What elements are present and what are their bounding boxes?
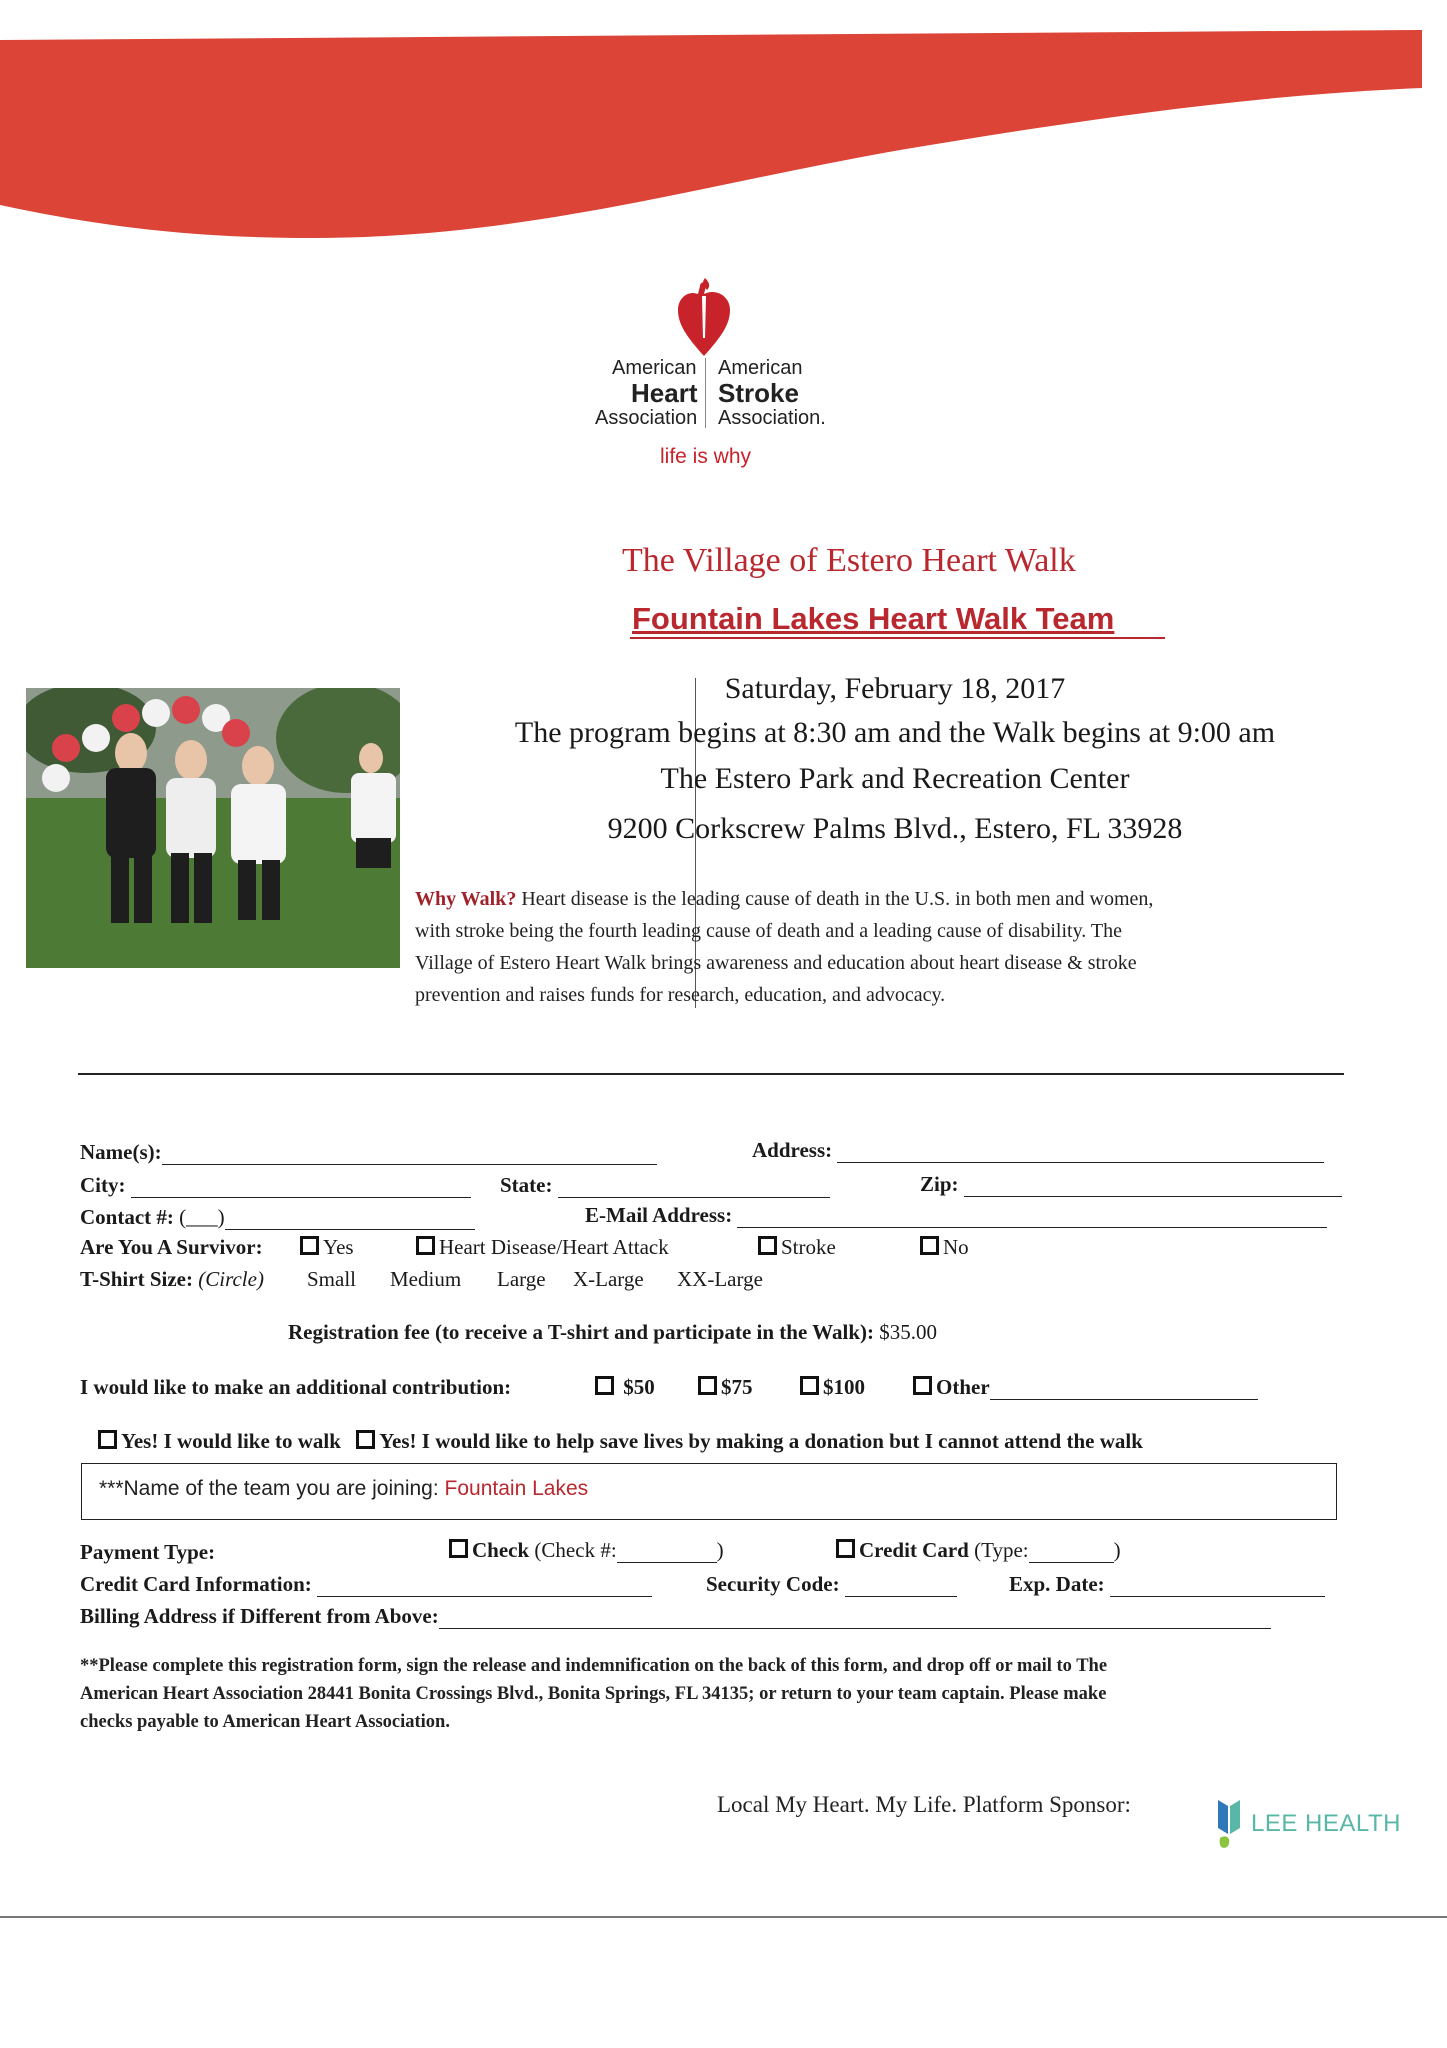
team-name-value: Fountain Lakes (444, 1477, 589, 1500)
heart-torch-icon (676, 276, 732, 360)
team-title-underline (630, 637, 1165, 639)
team-name-text (99, 1477, 588, 1501)
form-row-city (80, 1173, 471, 1198)
tshirt-label: T-Shirt Size: (80, 1267, 193, 1291)
address-label: Address: (752, 1138, 833, 1162)
form-row-survivor (80, 1235, 1280, 1260)
exp-label: Exp. Date: (1009, 1572, 1105, 1596)
team-name-box (81, 1463, 1337, 1520)
card-type-field[interactable] (1029, 1542, 1114, 1563)
tshirt-small[interactable]: Small (307, 1267, 357, 1291)
note-line-3: checks payable to American Heart Association. (80, 1712, 450, 1732)
email-label: E-Mail Address: (585, 1203, 733, 1227)
payment-check-option[interactable] (449, 1538, 724, 1563)
why-walk-line-4: prevention and raises funds for research, education, and advocacy. (415, 984, 946, 1006)
contribution-50[interactable] (595, 1375, 655, 1400)
note-line-1: **Please complete this registration form, sign the release and indemnification on the back of this form, and drop off or mail to The (80, 1656, 1108, 1676)
form-row-attendance (98, 1429, 1358, 1454)
survivor-no-checkbox[interactable] (920, 1236, 939, 1255)
survivor-yes-checkbox[interactable] (300, 1236, 319, 1255)
team-title: Fountain Lakes Heart Walk Team (632, 601, 1115, 636)
contribution-label: I would like to make an additional contribution: (80, 1375, 512, 1399)
zip-label: Zip: (920, 1172, 959, 1196)
check-number-field[interactable] (617, 1542, 717, 1563)
logo-stroke-word3: Association. (718, 407, 826, 429)
logo-heart-word3: Association (595, 407, 698, 429)
state-label: State: (500, 1173, 553, 1197)
team-name-prefix: ***Name of the team you are joining: (99, 1477, 445, 1500)
survivor-no[interactable] (920, 1235, 969, 1260)
survivor-label: Are You A Survivor: (80, 1235, 263, 1259)
survivor-no-text: No (943, 1235, 969, 1259)
payment-credit-checkbox[interactable] (836, 1539, 855, 1558)
survivor-heart-text: Heart Disease/Heart Attack (439, 1235, 669, 1259)
section-separator (78, 1073, 1344, 1075)
walk-checkbox[interactable] (98, 1430, 117, 1449)
zip-field[interactable] (964, 1176, 1342, 1197)
walk-option[interactable] (98, 1429, 341, 1453)
cc-info-label: Credit Card Information: (80, 1572, 312, 1596)
security-label: Security Code: (706, 1572, 840, 1596)
tshirt-hint: (Circle) (198, 1267, 264, 1291)
event-date: Saturday, February 18, 2017 (724, 672, 1066, 705)
survivor-yes-text: Yes (323, 1235, 354, 1259)
contribution-100[interactable] (800, 1375, 865, 1400)
bottom-rule (0, 1916, 1447, 1918)
donate-option[interactable] (356, 1429, 1143, 1453)
names-label: Name(s): (80, 1140, 162, 1164)
payment-credit-text: Credit Card (859, 1538, 969, 1562)
form-row-state (500, 1173, 830, 1198)
survivor-yes[interactable] (300, 1235, 354, 1260)
note-line-2: American Heart Association 28441 Bonita Crossings Blvd., Bonita Springs, FL 34135; or return to your team captain. Please make (80, 1684, 1107, 1704)
sponsor-name: LEE HEALTH (1251, 1810, 1401, 1837)
exp-date (1009, 1572, 1325, 1597)
security-field[interactable] (845, 1576, 957, 1597)
survivor-stroke[interactable] (758, 1235, 836, 1260)
contribution-75[interactable] (698, 1375, 753, 1400)
event-address: 9200 Corkscrew Palms Blvd., Estero, FL 33928 (607, 812, 1183, 845)
payment-check-checkbox[interactable] (449, 1539, 468, 1558)
security-code (706, 1572, 957, 1597)
city-field[interactable] (131, 1177, 471, 1198)
contribution-100-text: $100 (823, 1375, 865, 1399)
logo-heart-word1: American (612, 357, 697, 379)
contribution-75-checkbox[interactable] (698, 1376, 717, 1395)
form-row-payment (80, 1540, 1380, 1565)
donate-checkbox[interactable] (356, 1430, 375, 1449)
survivor-heart-checkbox[interactable] (416, 1236, 435, 1255)
tshirt-xlarge[interactable]: X-Large (573, 1267, 644, 1291)
logo-stroke-word1: American (718, 357, 803, 379)
payment-check-text: Check (472, 1538, 530, 1562)
contact-label: Contact #: (80, 1205, 174, 1229)
form-row-name (80, 1140, 657, 1165)
payment-label: Payment Type: (80, 1540, 216, 1564)
form-row-email (585, 1203, 1327, 1228)
registration-fee (288, 1320, 937, 1345)
survivor-stroke-text: Stroke (781, 1235, 836, 1259)
exp-field[interactable] (1110, 1576, 1325, 1597)
instructions-note (80, 1652, 1380, 1736)
contribution-other-text: Other (936, 1375, 990, 1399)
tshirt-medium[interactable]: Medium (390, 1267, 462, 1291)
why-walk-line-3: Village of Estero Heart Walk brings awareness and education about heart disease & stroke (415, 952, 1137, 974)
tshirt-xxlarge[interactable]: XX-Large (677, 1267, 763, 1291)
event-venue: The Estero Park and Recreation Center (660, 762, 1130, 795)
why-walk-paragraph (415, 883, 1405, 1011)
contact-area-code: (___) (179, 1205, 225, 1229)
state-field[interactable] (558, 1177, 830, 1198)
logo-heart-word2: Heart (631, 378, 698, 408)
tshirt-large[interactable]: Large (497, 1267, 546, 1291)
sponsor-text: Local My Heart. My Life. Platform Sponsor: (717, 1792, 1131, 1817)
form-row-zip (920, 1172, 1342, 1197)
why-walk-text-1: Heart disease is the leading cause of death in the U.S. in both men and women, (516, 888, 1154, 910)
payment-check-hint: (Check #: (534, 1538, 617, 1562)
walkers-photo (26, 688, 400, 968)
logo-divider (705, 358, 706, 428)
survivor-heart[interactable] (416, 1235, 669, 1260)
walk-text: Yes! I would like to walk (121, 1429, 341, 1453)
form-row-contribution (80, 1375, 1280, 1400)
event-times: The program begins at 8:30 am and the Walk begins at 9:00 am (514, 716, 1276, 749)
contact-field[interactable] (225, 1209, 475, 1230)
logo-tagline: life is why (660, 445, 752, 468)
event-title: The Village of Estero Heart Walk (622, 542, 1076, 579)
address-field[interactable] (837, 1142, 1324, 1163)
form-row-credit-card (80, 1572, 1380, 1597)
why-walk-line-1 (415, 883, 1405, 915)
city-label: City: (80, 1173, 126, 1197)
why-walk-label: Why Walk? (415, 888, 517, 910)
form-row-contact (80, 1205, 475, 1230)
contribution-50-checkbox[interactable] (595, 1376, 614, 1395)
fee-label: Registration fee (to receive a T-shirt and participate in the Walk): (288, 1320, 874, 1344)
billing-label: Billing Address if Different from Above: (80, 1604, 439, 1628)
billing-field[interactable] (439, 1608, 1271, 1629)
payment-credit-option[interactable] (836, 1538, 1121, 1563)
contribution-100-checkbox[interactable] (800, 1376, 819, 1395)
survivor-stroke-checkbox[interactable] (758, 1236, 777, 1255)
cc-info-field[interactable] (317, 1576, 652, 1597)
donate-text: Yes! I would like to help save lives by making a donation but I cannot attend the walk (379, 1429, 1143, 1453)
form-row-address (752, 1138, 1324, 1163)
contribution-other[interactable] (913, 1375, 1258, 1400)
email-field[interactable] (737, 1207, 1327, 1228)
header-wave-banner (0, 0, 1447, 260)
contribution-50-text: $50 (623, 1375, 655, 1399)
why-walk-line-2: with stroke being the fourth leading cause of death and a leading cause of disability. The (415, 920, 1123, 942)
lee-health-logo-icon (1214, 1796, 1248, 1856)
form-row-tshirt (80, 1267, 980, 1292)
contribution-other-field[interactable] (990, 1379, 1258, 1400)
contribution-75-text: $75 (721, 1375, 753, 1399)
contribution-other-checkbox[interactable] (913, 1376, 932, 1395)
form-row-billing (80, 1604, 1271, 1629)
payment-credit-hint: (Type: (974, 1538, 1029, 1562)
logo-stroke-word2: Stroke (718, 378, 799, 408)
names-field[interactable] (162, 1144, 657, 1165)
payment-check-close: ) (716, 1538, 724, 1562)
payment-credit-close: ) (1113, 1538, 1121, 1562)
fee-amount: $35.00 (879, 1320, 937, 1344)
